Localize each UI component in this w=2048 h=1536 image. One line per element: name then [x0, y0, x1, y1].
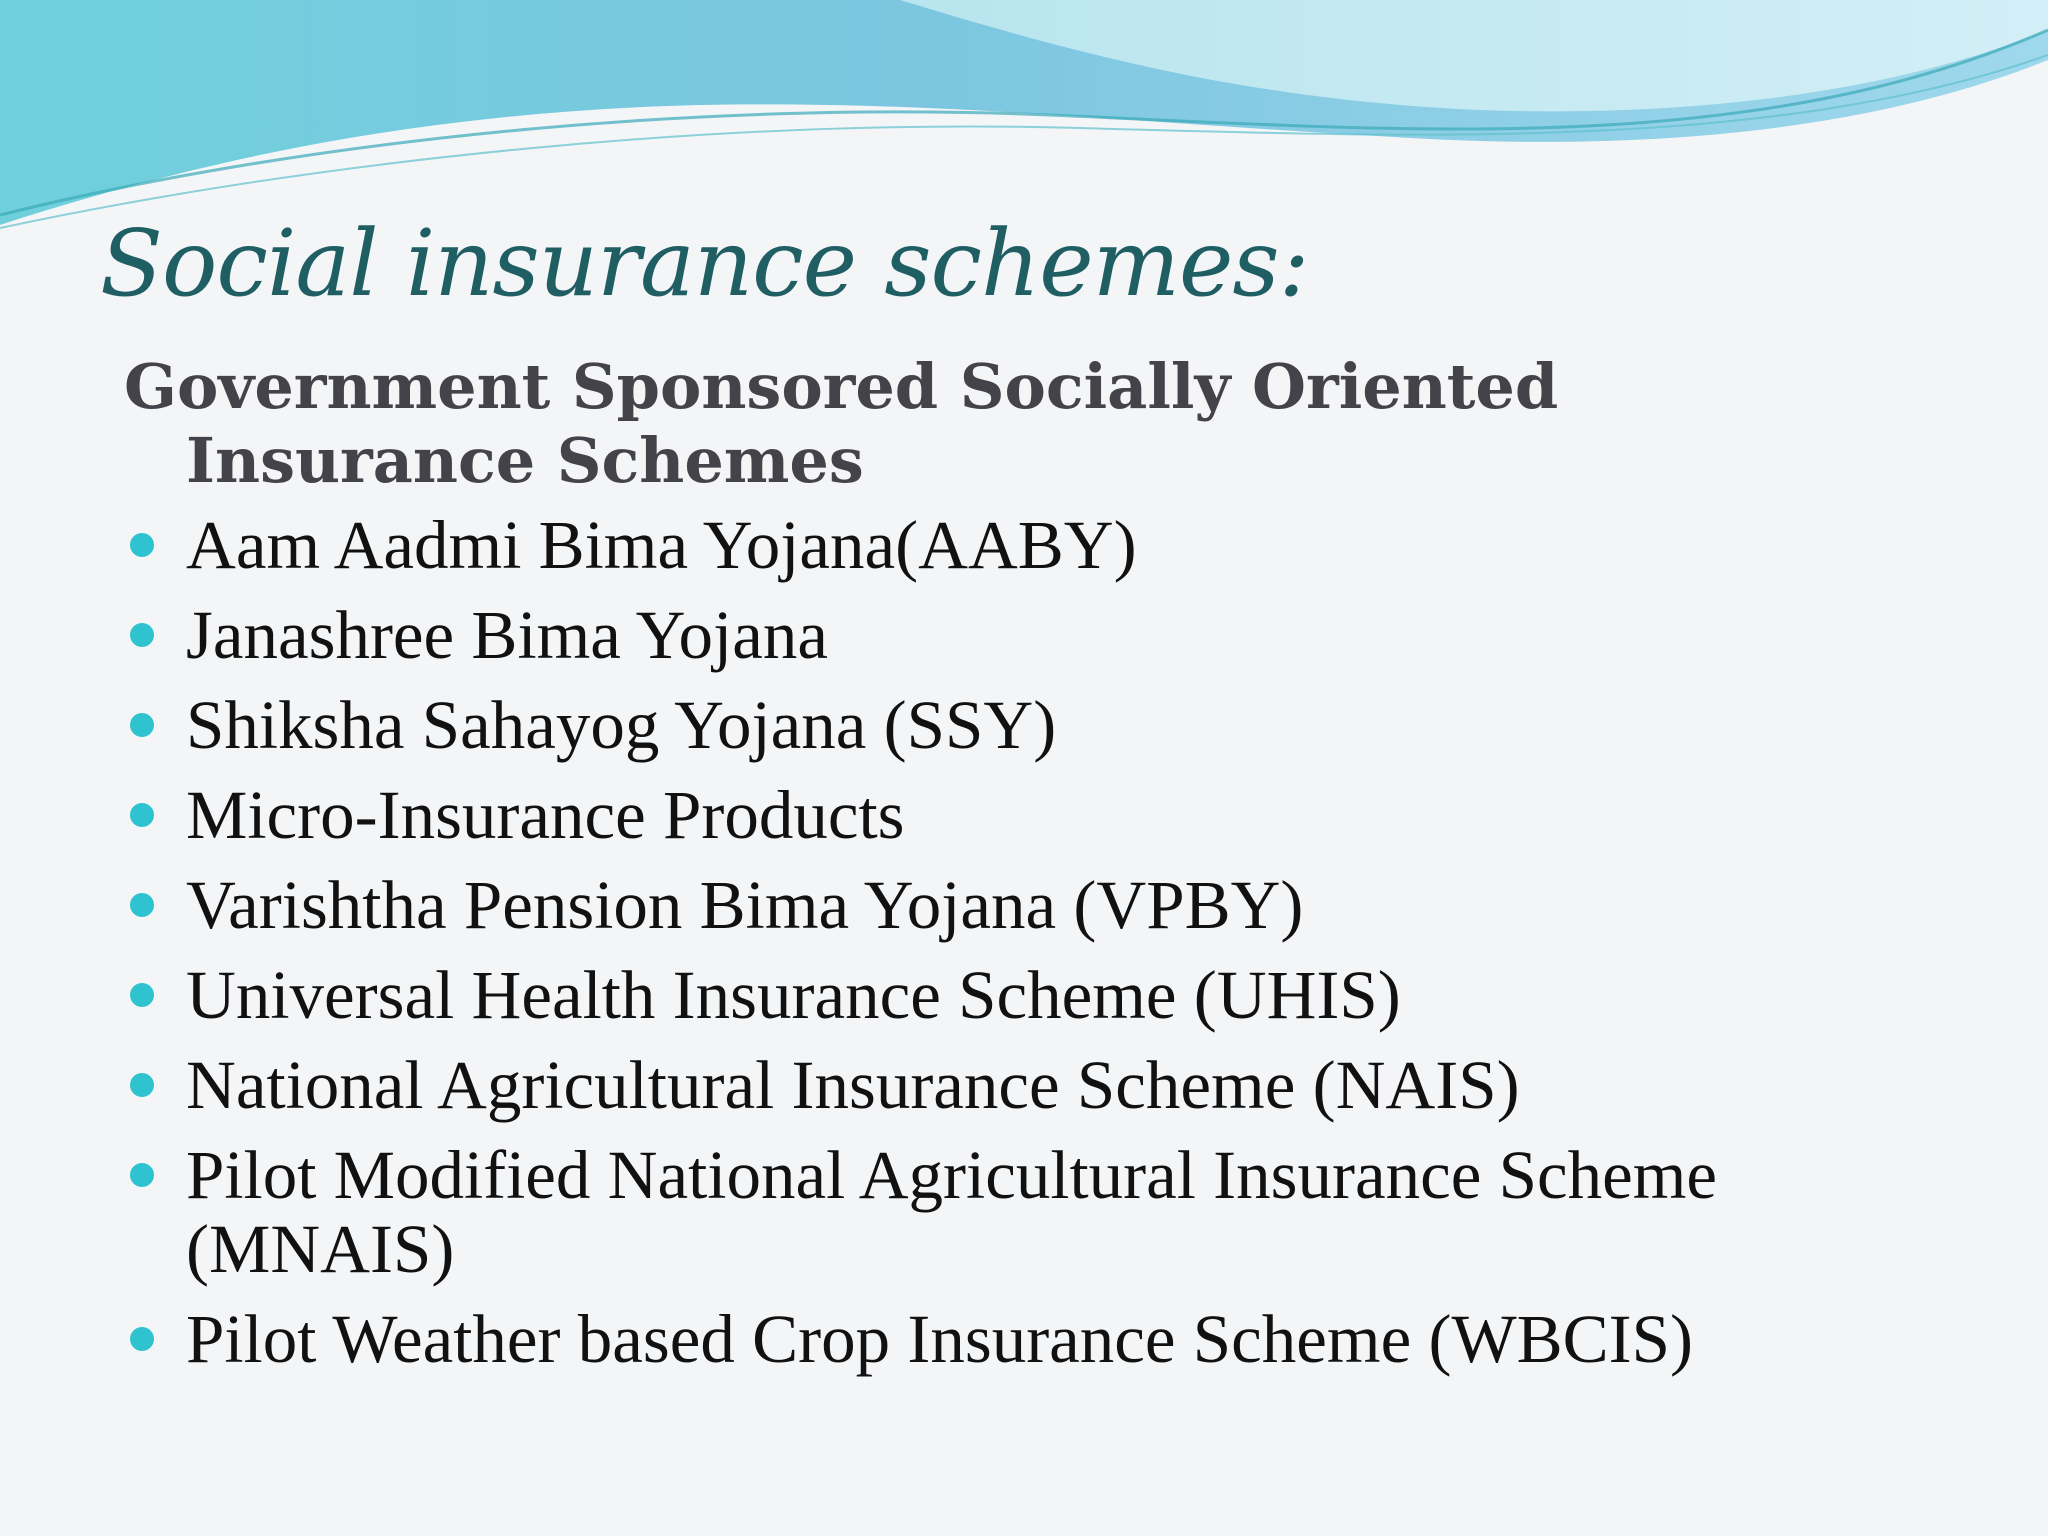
bullet-dot-icon: [130, 803, 154, 827]
list-item-label: Pilot Weather based Crop Insurance Scheme (WBCIS): [186, 1301, 1693, 1377]
list-item-label: Varishtha Pension Bima Yojana (VPBY): [186, 867, 1304, 943]
bullet-dot-icon: [130, 713, 154, 737]
bullet-dot-icon: [130, 983, 154, 1007]
list-item: [130, 598, 1890, 672]
list-item: [130, 1138, 1890, 1286]
list-item-label: Universal Health Insurance Scheme (UHIS): [186, 957, 1401, 1033]
bullet-dot-icon: [130, 893, 154, 917]
list-item: [130, 1302, 1890, 1376]
slide-subtitle: Government Sponsored Socially Oriented Insurance Schemes: [124, 350, 1559, 497]
list-item-label: Shiksha Sahayog Yojana (SSY): [186, 687, 1057, 763]
list-item: [130, 508, 1890, 582]
list-item-label: National Agricultural Insurance Scheme (NAIS): [186, 1047, 1520, 1123]
list-item: [130, 1048, 1890, 1122]
list-item: [130, 778, 1890, 852]
wave-banner-decoration: [0, 0, 2048, 240]
list-item-label: Pilot Modified National Agricultural Insurance Scheme (MNAIS): [186, 1137, 1718, 1287]
list-item-label: Micro-Insurance Products: [186, 777, 905, 853]
bullet-dot-icon: [130, 1327, 154, 1351]
list-item: [130, 688, 1890, 762]
list-item-label: Janashree Bima Yojana: [186, 597, 828, 673]
scheme-list: [130, 508, 1890, 1392]
bullet-dot-icon: [130, 1073, 154, 1097]
slide-title: Social insurance schemes:: [100, 210, 1309, 317]
list-item-label: Aam Aadmi Bima Yojana(AABY): [186, 507, 1137, 583]
bullet-dot-icon: [130, 1163, 154, 1187]
list-item: [130, 868, 1890, 942]
bullet-dot-icon: [130, 623, 154, 647]
bullet-dot-icon: [130, 533, 154, 557]
list-item: [130, 958, 1890, 1032]
